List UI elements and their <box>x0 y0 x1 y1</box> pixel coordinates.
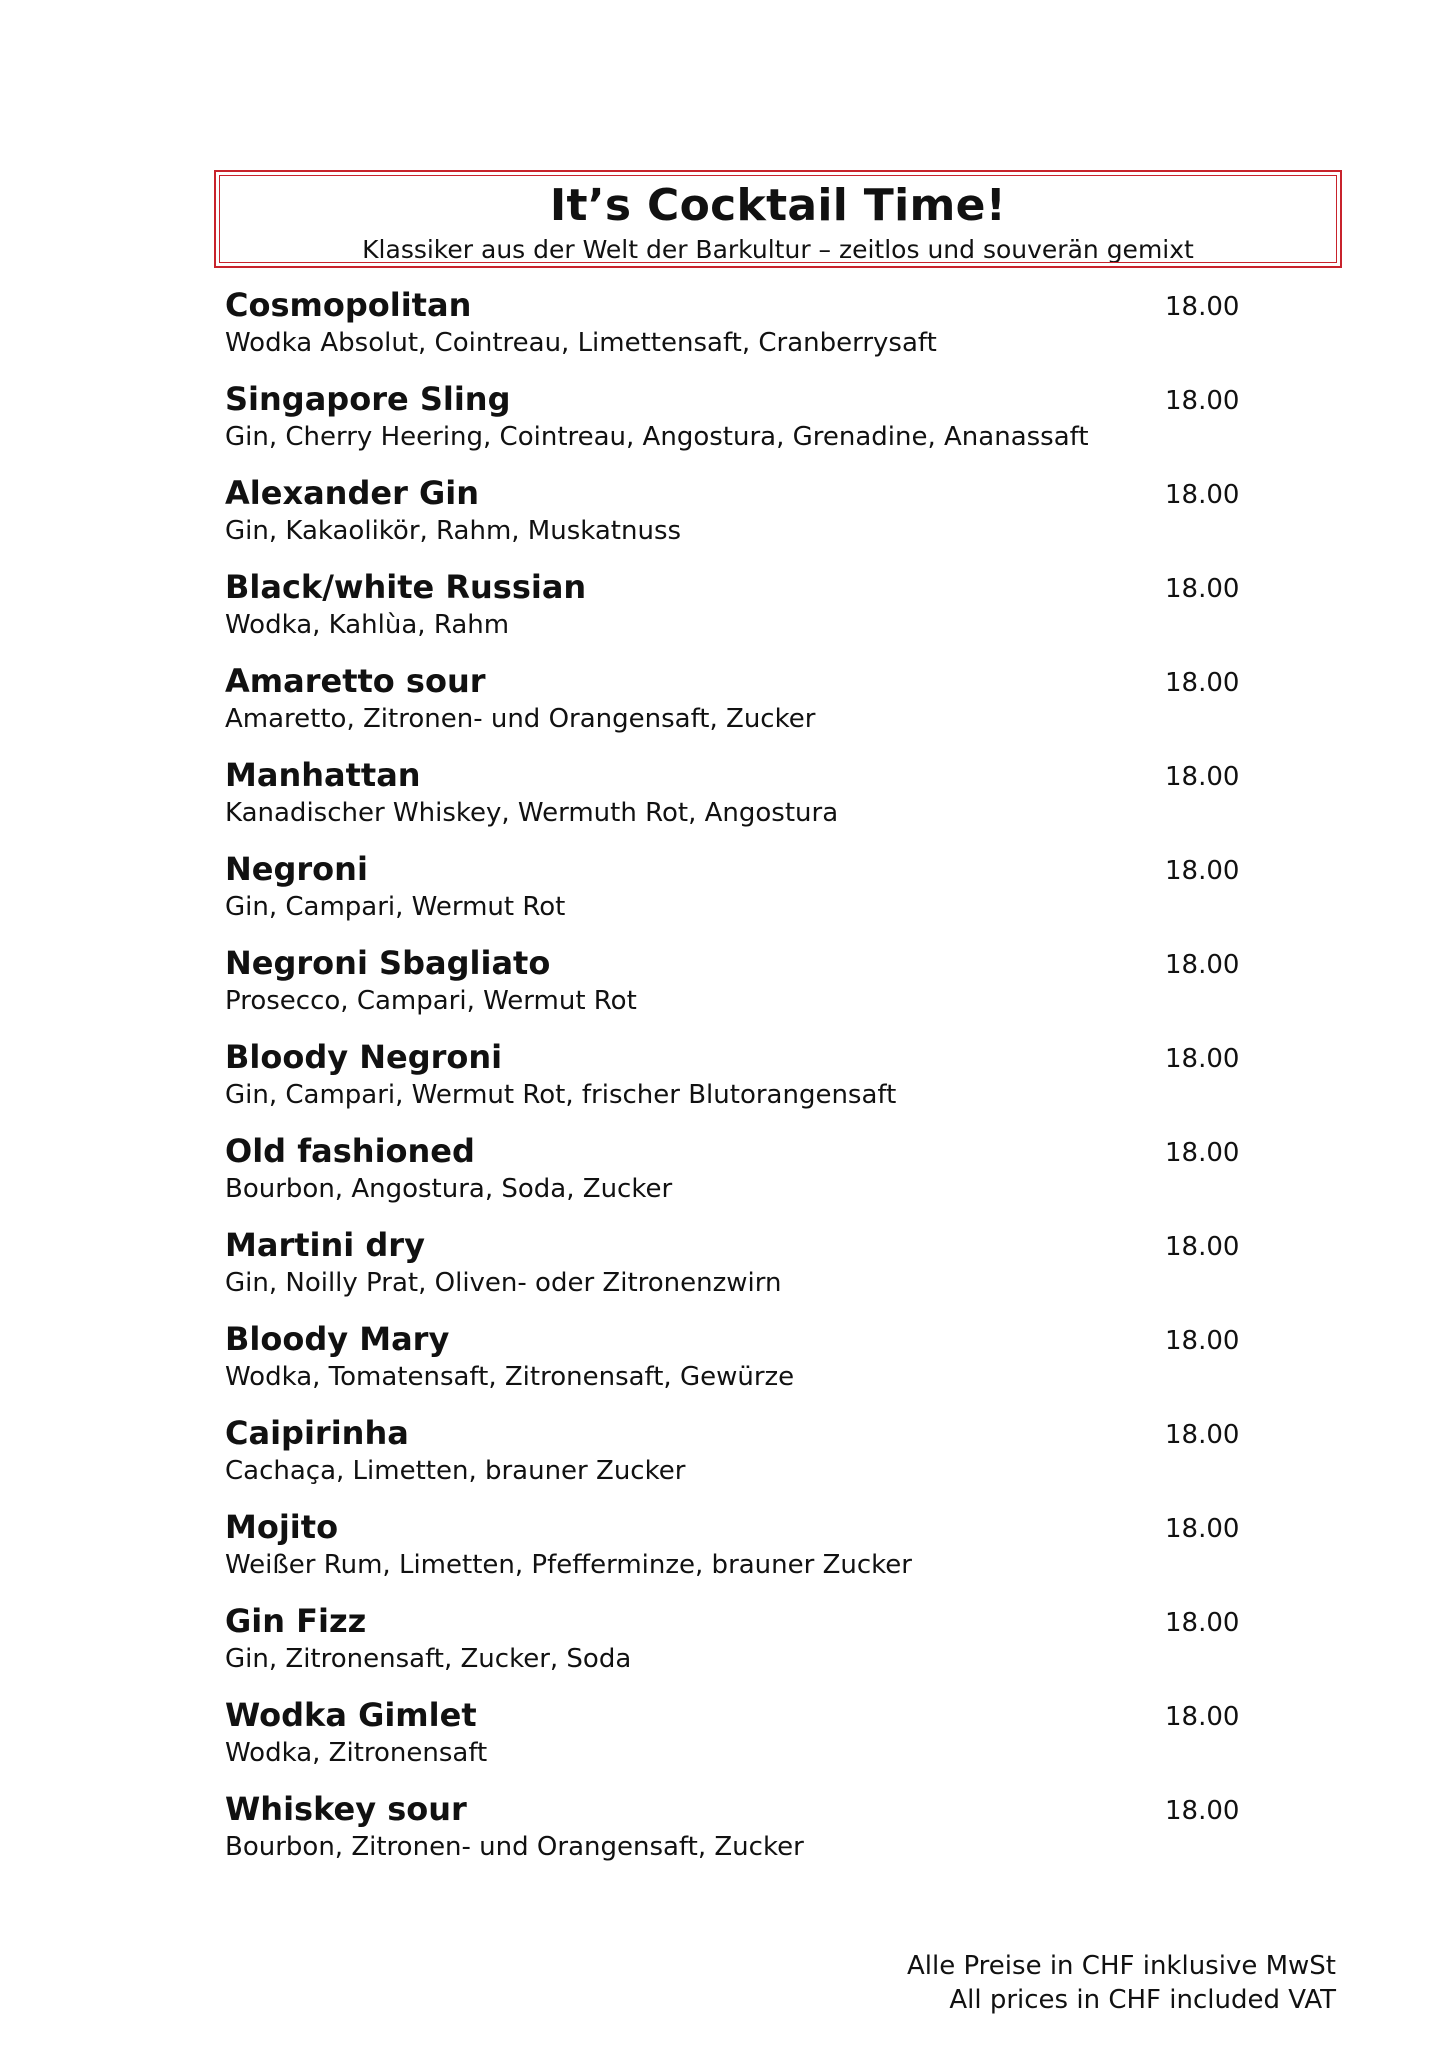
item-price: 18.00 <box>1165 1420 1240 1450</box>
item-description: Bourbon, Zitronen- und Orangensaft, Zucker <box>225 1832 804 1862</box>
item-price: 18.00 <box>1165 292 1240 322</box>
item-price: 18.00 <box>1165 762 1240 792</box>
item-price: 18.00 <box>1165 574 1240 604</box>
item-description: Gin, Campari, Wermut Rot, frischer Blutorangensaft <box>225 1080 897 1110</box>
item-description: Wodka, Tomatensaft, Zitronensaft, Gewürze <box>225 1362 795 1392</box>
item-price: 18.00 <box>1165 1232 1240 1262</box>
item-price: 18.00 <box>1165 1514 1240 1544</box>
item-name: Gin Fizz <box>225 1602 367 1640</box>
item-name: Black/white Russian <box>225 568 587 606</box>
menu-item <box>225 1790 1305 1884</box>
item-price: 18.00 <box>1165 950 1240 980</box>
item-name: Alexander Gin <box>225 474 479 512</box>
item-description: Gin, Kakaolikör, Rahm, Muskatnuss <box>225 516 682 546</box>
item-name: Bloody Mary <box>225 1320 450 1358</box>
item-description: Amaretto, Zitronen- und Orangensaft, Zucker <box>225 704 816 734</box>
item-description: Cachaça, Limetten, brauner Zucker <box>225 1456 686 1486</box>
menu-item <box>225 1038 1305 1132</box>
item-price: 18.00 <box>1165 856 1240 886</box>
item-description: Wodka Absolut, Cointreau, Limettensaft, Cranberrysaft <box>225 328 937 358</box>
menu-item <box>225 1226 1305 1320</box>
item-description: Kanadischer Whiskey, Wermuth Rot, Angostura <box>225 798 839 828</box>
item-description: Gin, Campari, Wermut Rot <box>225 892 566 922</box>
item-description: Gin, Noilly Prat, Oliven- oder Zitronenzwirn <box>225 1268 782 1298</box>
menu-item <box>225 1414 1305 1508</box>
menu-item <box>225 944 1305 1038</box>
item-price: 18.00 <box>1165 480 1240 510</box>
item-price: 18.00 <box>1165 1044 1240 1074</box>
item-name: Old fashioned <box>225 1132 475 1170</box>
price-note-de: Alle Preise in CHF inklusive MwSt <box>906 1951 1336 1981</box>
item-name: Mojito <box>225 1508 339 1546</box>
menu-item <box>225 1696 1305 1790</box>
item-name: Martini dry <box>225 1226 425 1264</box>
item-price: 18.00 <box>1165 1326 1240 1356</box>
menu-item <box>225 568 1305 662</box>
item-name: Wodka Gimlet <box>225 1696 477 1734</box>
item-name: Cosmopolitan <box>225 286 472 324</box>
menu-item <box>225 662 1305 756</box>
menu-item <box>225 1508 1305 1602</box>
item-name: Bloody Negroni <box>225 1038 503 1076</box>
menu-item <box>225 474 1305 568</box>
item-price: 18.00 <box>1165 386 1240 416</box>
price-note-en: All prices in CHF included VAT <box>949 1984 1336 2015</box>
item-description: Gin, Cherry Heering, Cointreau, Angostura, Grenadine, Ananassaft <box>225 422 1089 452</box>
menu-item <box>225 850 1305 944</box>
menu-header <box>214 170 1342 268</box>
item-price: 18.00 <box>1165 1138 1240 1168</box>
menu-item <box>225 286 1305 380</box>
item-description: Prosecco, Campari, Wermut Rot <box>225 986 637 1016</box>
item-name: Negroni Sbagliato <box>225 944 551 982</box>
menu-item <box>225 1132 1305 1226</box>
item-price: 18.00 <box>1165 1796 1240 1826</box>
page-subtitle: Klassiker aus der Welt der Barkultur – zeitlos und souverän gemixt <box>362 235 1194 264</box>
price-note <box>907 1950 1336 2018</box>
item-price: 18.00 <box>1165 668 1240 698</box>
item-description: Weißer Rum, Limetten, Pfefferminze, brauner Zucker <box>225 1550 912 1580</box>
item-description: Bourbon, Angostura, Soda, Zucker <box>225 1174 673 1204</box>
item-price: 18.00 <box>1165 1608 1240 1638</box>
page-title: It’s Cocktail Time! <box>549 180 1007 231</box>
item-name: Negroni <box>225 850 368 888</box>
item-name: Caipirinha <box>225 1414 409 1452</box>
item-name: Whiskey sour <box>225 1790 467 1828</box>
menu-item <box>225 1602 1305 1696</box>
item-description: Gin, Zitronensaft, Zucker, Soda <box>225 1644 632 1674</box>
menu-item <box>225 756 1305 850</box>
item-name: Singapore Sling <box>225 380 511 418</box>
menu-item <box>225 1320 1305 1414</box>
item-price: 18.00 <box>1165 1702 1240 1732</box>
item-description: Wodka, Zitronensaft <box>225 1738 488 1768</box>
menu-item <box>225 380 1305 474</box>
item-name: Amaretto sour <box>225 662 486 700</box>
item-name: Manhattan <box>225 756 421 794</box>
cocktail-list <box>225 286 1305 1884</box>
item-description: Wodka, Kahlùa, Rahm <box>225 610 510 640</box>
